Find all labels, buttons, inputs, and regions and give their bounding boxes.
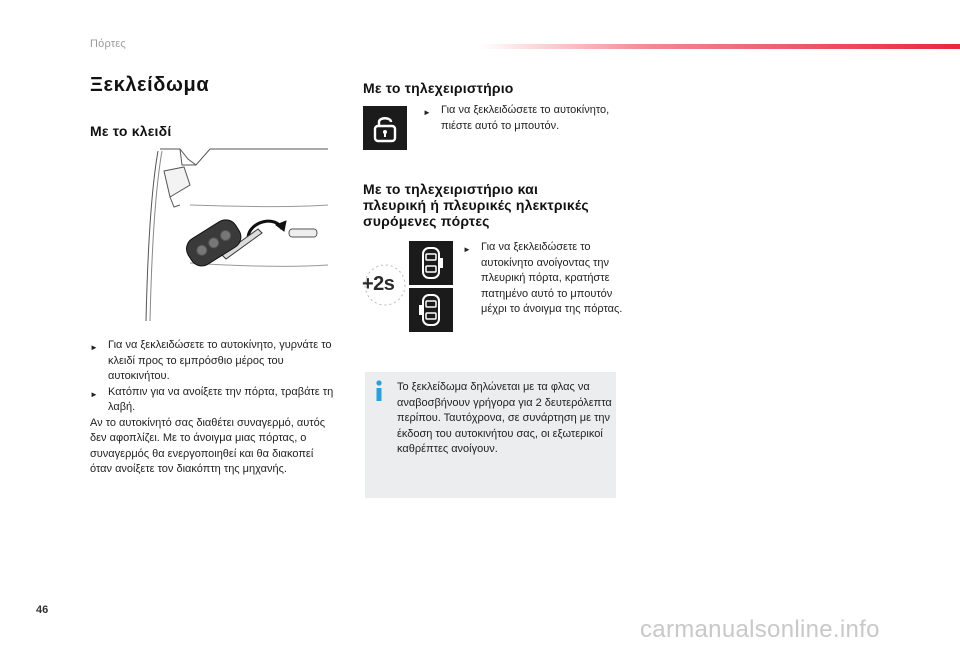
alarm-paragraph: Αν το αυτοκίνητό σας διαθέτει συναγερμό, αυτός δεν αφοπλίζει. Με το άνοιγμα μιας πόρτας, ο συναγερμός θα ενεργοποιηθεί και θα διακοπεί όταν ανοίξετε τον διακόπτη της μηχανής. bbox=[90, 416, 326, 475]
hold-duration-label: +2s bbox=[362, 273, 395, 295]
sliding-bullet: ► Για να ξεκλειδώσετε το αυτοκίνητο ανοίγοντας την πλευρική πόρτα, κρατήστε πατημένο αυτό το μπουτόν μέχρι το άνοιγμα της πόρτας. bbox=[463, 240, 633, 318]
bullet-arrow-icon: ► bbox=[463, 245, 471, 254]
sliding-door-right-icon bbox=[409, 241, 453, 285]
page-title: Ξεκλείδωμα bbox=[90, 74, 210, 96]
section-label: Πόρτες bbox=[90, 38, 126, 50]
page-number: 46 bbox=[36, 604, 49, 616]
header-accent-bar bbox=[480, 44, 960, 49]
watermark: carmanualsonline.info bbox=[640, 616, 880, 643]
key-section-heading: Με το κλειδί bbox=[90, 123, 172, 139]
remote-bullet: ► Για να ξεκλειδώσετε το αυτοκίνητο, πιέστε αυτό το μπουτόν. bbox=[423, 103, 623, 134]
key-bullet-2: ► Κατόπιν για να ανοίξετε την πόρτα, τραβάτε τη λαβή. bbox=[90, 385, 335, 416]
remote-section-heading: Με το τηλεχειριστήριο bbox=[363, 80, 514, 96]
car-door-key-illustration bbox=[100, 145, 330, 325]
padlock-open-icon bbox=[363, 106, 407, 150]
bullet-arrow-icon: ► bbox=[90, 343, 98, 352]
info-text: Το ξεκλείδωμα δηλώνεται με τα φλας να αναβοσβήνουν γρήγορα για 2 δευτερόλεπτα περίπου. Ταυτόχρονα, σε συνάρτηση με την έκδοση του αυτοκινήτου σας, οι εξωτερικοί καθρέπτες ανοίγουν. bbox=[397, 381, 612, 455]
sliding-section-heading: Με το τηλεχειριστήριο και πλευρική ή πλευρικές ηλεκτρικές συρόμενες πόρτες bbox=[363, 181, 589, 229]
bullet-arrow-icon: ► bbox=[90, 389, 98, 399]
key-bullet-1: ► Για να ξεκλειδώσετε το αυτοκίνητο, γυρνάτε το κλειδί προς το εμπρόσθιο μέρος του αυτοκινήτου. bbox=[90, 338, 335, 385]
info-box bbox=[365, 372, 616, 498]
info-icon bbox=[373, 380, 385, 402]
sliding-door-left-icon bbox=[409, 288, 453, 332]
bullet-arrow-icon: ► bbox=[423, 108, 431, 117]
